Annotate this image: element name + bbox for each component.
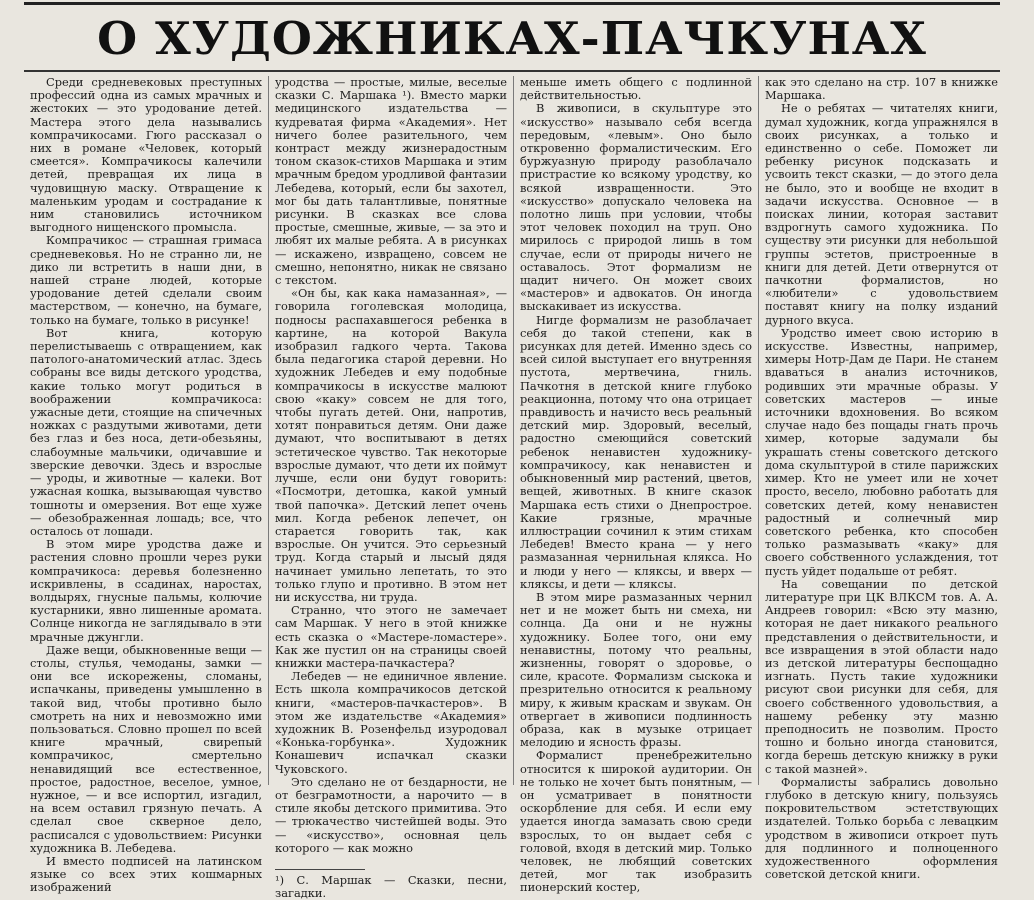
column-1 bbox=[24, 75, 269, 895]
paragraph: меньше иметь общего с подлинной действительностью. bbox=[520, 75, 752, 103]
article-columns bbox=[24, 75, 1004, 900]
paragraph: Уродство имеет свою историю в искусстве. Известны, например, химеры Нотр-Дам де Пари. Не станем вдаваться в анализ источников, родивших эти мрачные образы. У советских мастеров — иные источники вдохновения. Во всяком случае надо без пощады гнать прочь химер, которые задумали бы украшать стены советского детского дома скульптурой в стиле парижских химер. Кто не умеет или не хочет просто, весело, любовно работать для советских детей, кому ненавистен радостный и солнечный мир советского ребенка, кто способен только размазывать «каку» для своего собственного услаждения, тот пусть уйдет подальше от ребят. bbox=[765, 325, 998, 578]
paragraph: На совещании по детской литературе при ЦК ВЛКСМ тов. А. А. Андреев говорил: «Всю эту мазню, которая не дает никакого реального представления о действительности, и все извращения в этой области надо из детской литературы беспощадно изгнать. Пусть такие художники рисуют свои рисунки для себя, для своего собственного удовольствия, а нашему ребенку эту мазню преподносить не позволим. Просто тошно и больно иногда становится, когда берешь детскую книжку в руки с такой мазней». bbox=[765, 576, 998, 776]
footnote-rule bbox=[275, 869, 365, 870]
paragraph: Странно, что этого не замечает сам Маршак. У него в этой книжке есть сказка о «Мастере-ломастере». Как же пустил он на страницы своей книжки мастера-пачкастера? bbox=[275, 603, 507, 670]
column-3 bbox=[514, 75, 759, 895]
footnote: ¹) С. Маршак — Сказки, песни, загадки. bbox=[275, 872, 507, 900]
paragraph: Это сделано не от бездарности, не от безграмотности, а нарочито — в стиле якобы детского примитива. Это — трюкачество чистейшей воды. Это — «искусство», основная цель которого — как можно bbox=[275, 774, 507, 855]
paragraph: Среди средневековых преступных профессий одна из самых мрачных и жестоких — это уродование детей. Мастера этого дела назывались компрачикосами. Гюго рассказал о них в романе «Человек, который смеется». Компрачикосы калечили детей, превращая их лица в чудовищную маску. Отвращение к маленьким уродам и сострадание к ним становились источником выгодного нищенского промысла. bbox=[30, 75, 262, 235]
column-4 bbox=[759, 75, 1004, 882]
column-2 bbox=[269, 75, 514, 900]
paragraph: «Он бы, как кака намазанная», — говорила гоголевская молодица, подносы распахавшегося ребенка в картине, на которой Вакула изобразил гадкого черта. Такова была педагогика старой деревни. Но художник Лебедев и ему подобные компрачикосы в искусстве малюют свою «каку» совсем не для того, чтобы пугать детей. Они, напротив, хотят понравиться детям. Они даже думают, что воспитывают в детях эстетическое чувство. Так некоторые взрослые думают, что дети их поймут лучше, если они будут говорить: «Посмотри, детошка, какой умный твой папочка». Детский лепет очень мил. Когда ребенок лепечет, он старается говорить так, как взрослые. Он учится. Это серьезный труд. Когда старый и лысый дядя начинает умильно лепетать, то это только глупо и противно. В этом нет ни искусства, ни труда. bbox=[275, 286, 507, 604]
headline-rule bbox=[24, 70, 1000, 72]
paragraph: уродства — простые, милые, веселые сказки С. Маршака ¹). Вместо марки медицинского издательства — кудреватая фирма «Академия». Нет ничего более разительного, чем контраст между жизнерадостным тоном сказок-стихов Маршака и этим мрачным бредом уродливой фантазии Лебедева, который, если бы захотел, мог бы дать талантливые, понятные рисунки. В сказках все слова простые, смешные, живые, — за это и любят их малые ребята. А в рисунках — искажено, извращено, совсем не смешно, непонятно, никак не связано с текстом. bbox=[275, 75, 507, 288]
paragraph: Формалисты забрались довольно глубоко в детскую книгу, пользуясь покровительством эстетствующих издателей. Только борьба с левацким уродством в живописи откроет путь для подлинного и полноценного художественного оформления советской детской книги. bbox=[765, 774, 998, 882]
paragraph: Нигде формализм не разоблачает себя до такой степени, как в рисунках для детей. Именно здесь со всей силой выступает его внутренняя пустота, мертвечина, гниль. Пачкотня в детской книге глубоко реакционна, потому что она отрицает правдивость и начисто весь реальный детский мир. Здоровый, веселый, радостно смеющийся советский ребенок ненавистен художнику-компрачикосу, как ненавистен и обыкновенный мир растений, цветов, вещей, животных. В книге сказок Маршака есть стихи о Днепрострое. Какие грязные, мрачные иллюстрации сочинил к этим стихам Лебедев! Вместо крана — у него размазанная чернильная клякса. Но и люди у него — кляксы, и вверх — кляксы, и дети — кляксы. bbox=[520, 312, 752, 591]
top-rule bbox=[24, 2, 1000, 5]
paragraph: Лебедев — не единичное явление. Есть школа компрачикосов детской книги, «мастеров-пачкастеров». В этом же издательстве «Академия» художник В. Розенфельд изуродовал «Конька-горбунка». Художник Конашевич испачкал сказки Чуковского. bbox=[275, 669, 507, 776]
paragraph: Компрачикос — страшная гримаса средневековья. Но не странно ли, не дико ли встретить в наши дни, в нашей стране людей, которые уродование детей сделали своим мастерством, — конечно, на бумаге, только на бумаге, только в рисунке! bbox=[30, 233, 262, 327]
paragraph: В этом мире размазанных чернил нет и не может быть ни смеха, ни солнца. Да они и не нужны художнику. Более того, они ему ненавистны, потому что реальны, жизненны, говорят о здоровье, о силе, красоте. Формализм сыскока и презрительно относится к реальному миру, к живым краскам и звукам. Он отвергает в живописи подлинность образа, как в музыке отрицает мелодию и ясность фразы. bbox=[520, 589, 752, 750]
paragraph: Даже вещи, обыкновенные вещи — столы, стулья, чемоданы, замки — они все искорежены, сломаны, испачканы, приведены умышленно в такой вид, чтобы противно было смотреть на них и невозможно ими пользоваться. Словно прошел по всей книге мрачный, свирепый компрачикос, смертельно ненавидящий все естественное, простое, радостное, веселое, умное, нужное, — и все испортил, изгадил, на всем оставил грязную печать. А сделал свое скверное дело, расписался с удовольствием: Рисунки художника В. Лебедева. bbox=[30, 642, 262, 855]
paragraph: как это сделано на стр. 107 в книжке Маршака. bbox=[765, 75, 998, 103]
paragraph: В живописи, в скульптуре это «искусство» называло себя всегда передовым, «левым». Оно было откровенно формалистическим. Его буржуазную природу разоблачало пристрастие ко всякому уродству, ко всякой извращенности. Это «искусство» допускало человека на полотно лишь при условии, чтобы этот человек походил на труп. Оно мирилось с природой лишь в том случае, если от природы ничего не оставалось. Этот формализм не щадит ничего. Он может своих «мастеров» и адвокатов. Он иногда выскакивает из искусства. bbox=[520, 101, 752, 314]
paragraph: Вот книга, которую перелистываешь с отвращением, как патолого-анатомический атлас. Здесь собраны все виды детского уродства, какие только могут родиться в воображении компрачикоса: ужасные дети, стоящие на спичечных ножках с раздутыми животами, дети без глаз и без носа, дети-обезьяны, слабоумные мальчики, одичавшие и зверские девочки. Здесь и взрослые — уроды, и животные — калеки. Вот ужасная кошка, вызывающая чувство тошноты и омерзения. Вот еще хуже — обезображенная лошадь; все, что осталось от лошади. bbox=[30, 325, 262, 538]
paragraph: И вместо подписей на латинском языке со всех этих кошмарных изображений bbox=[30, 853, 262, 895]
headline: О ХУДОЖНИКАХ-ПАЧКУНАХ bbox=[97, 12, 927, 65]
paragraph: Не о ребятах — читателях книги, думал художник, когда упражнялся в своих рисунках, а только и единственно о себе. Поможет ли ребенку рисунок подсказать и усвоить текст сказки, — до этого дела не было, это и вообще не входит в задачи искусства. Основное — в поисках линии, которая заставит вздрогнуть самого художника. По существу эти рисунки для небольшой группы эстетов, пристроенные в книги для детей. Дети отвернутся от пачкотни формалистов, но «любители» с удовольствием поставят книгу на полку изданий дурного вкуса. bbox=[765, 101, 998, 327]
paragraph: Формалист пренебрежительно относится к широкой аудитории. Он не только не хочет быть понятным, — он усматривает в понятности оскорбление для себя. И если ему удается иногда замазать свою среди взрослых, то он выдает себя с головой, входя в детский мир. Только человек, не любящий советских детей, мог так изобразить пионерский костер, bbox=[520, 748, 752, 895]
paragraph: В этом мире уродства даже и растения словно прошли через руки компрачикоса: деревья болезненно искривлены, в ссадинах, наростах, волдырях, гнусные пальмы, колючие кустарники, явно лишенные аромата. Солнце никогда не заглядывало в эти мрачные джунгли. bbox=[30, 537, 262, 644]
